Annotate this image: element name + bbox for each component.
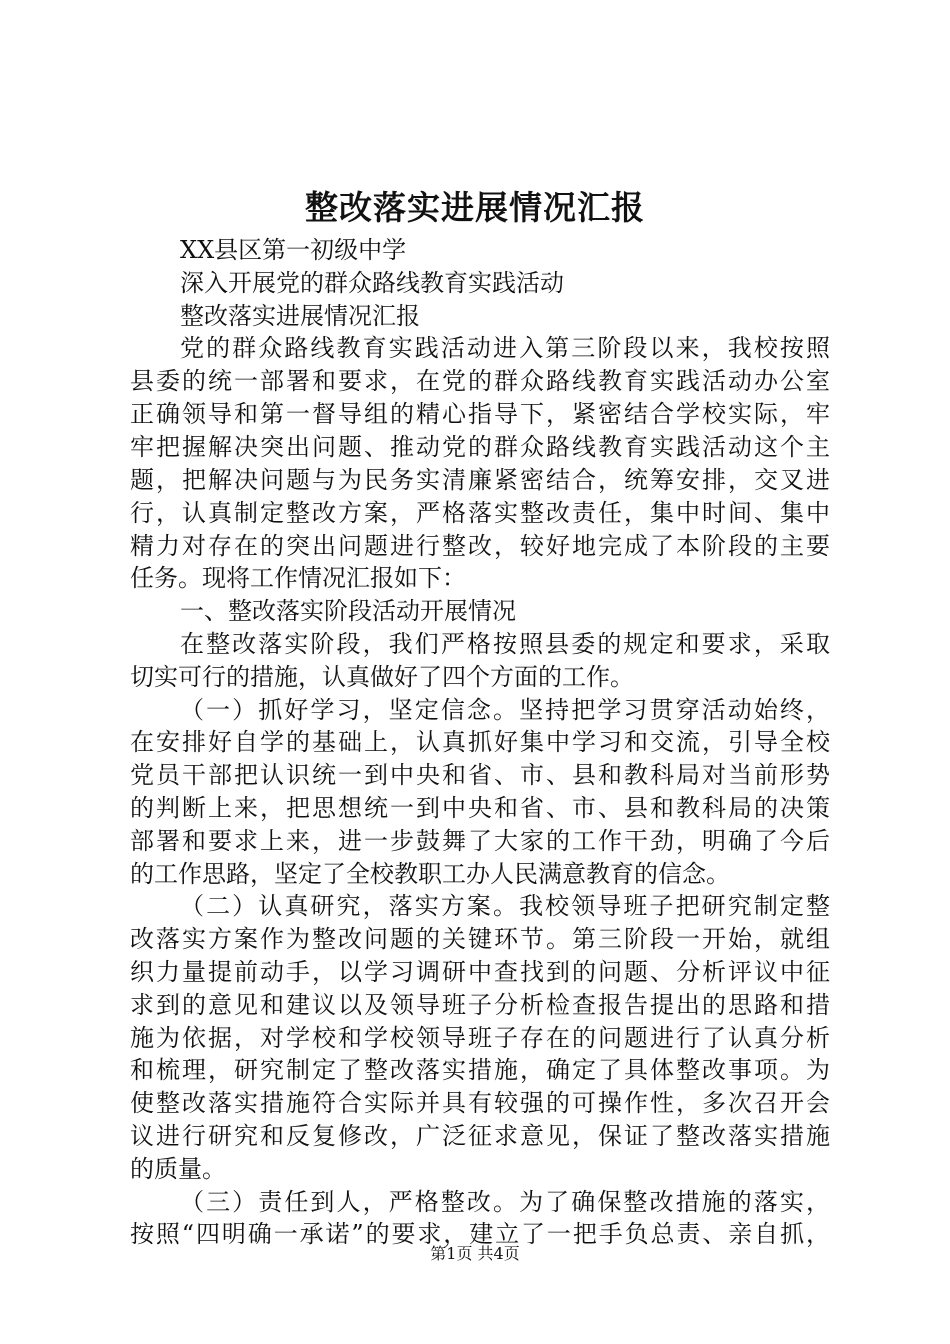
body-line: XX县区第一初级中学 [180,236,407,264]
body-line: 牢把握解决突出问题、推动党的群众路线教育实践活动这个主 [130,433,830,461]
body-line: 县委的统一部署和要求，在党的群众路线教育实践活动办公室 [130,367,830,395]
page-footer: 第1页 共4页 [430,1244,520,1263]
body-line: 议进行研究和反复修改，广泛征求意见，保证了整改落实措施 [130,1122,830,1150]
body-line: 精力对存在的突出问题进行整改，较好地完成了本阶段的主要 [130,532,830,560]
body-line: 切实可行的措施，认真做好了四个方面的工作。 [130,663,634,691]
body-line: 部署和要求上来，进一步鼓舞了大家的工作干劲，明确了今后 [130,827,830,855]
body-line: 在整改落实阶段，我们严格按照县委的规定和要求，采取 [180,630,830,658]
body-line: 的质量。 [130,1155,226,1183]
body-line: 的工作思路，坚定了全校教职工办人民满意教育的信念。 [130,860,730,888]
body-line: 深入开展党的群众路线教育实践活动 [180,269,564,297]
body-line: 的判断上来，把思想统一到中央和省、市、县和教科局的决策 [130,794,830,822]
body-line: 题，把解决问题与为民务实清廉紧密结合，统筹安排，交叉进 [130,466,830,494]
body-line: 使整改落实措施符合实际并具有较强的可操作性，多次召开会 [130,1089,830,1117]
body-line: 党的群众路线教育实践活动进入第三阶段以来，我校按照 [180,334,830,362]
body-line: 和梳理，研究制定了整改落实措施，确定了具体整改事项。为 [130,1056,830,1084]
body-line: 一、整改落实阶段活动开展情况 [180,597,516,625]
body-line: 整改落实进展情况汇报 [180,302,420,330]
body-line: 正确领导和第一督导组的精心指导下，紧密结合学校实际，牢 [130,400,830,428]
body-line: 改落实方案作为整改问题的关键环节。第三阶段一开始，就组 [130,925,830,953]
body-line: 在安排好自学的基础上，认真抓好集中学习和交流，引导全校 [130,728,830,756]
body-line: 行，认真制定整改方案，严格落实整改责任，集中时间、集中 [130,499,830,527]
body-line: 任务。现将工作情况汇报如下： [130,564,466,592]
body-line: 织力量提前动手，以学习调研中查找到的问题、分析评议中征 [130,958,830,986]
body-line: （二）认真研究，落实方案。我校领导班子把研究制定整 [180,892,830,920]
body-line: （三）责任到人，严格整改。为了确保整改措施的落实， [180,1188,830,1216]
body-line: 按照“四明确一承诺”的要求，建立了一把手负总责、亲自抓， [130,1220,830,1248]
body-line: 施为依据，对学校和学校领导班子存在的问题进行了认真分析 [130,1024,830,1052]
body-line: 党员干部把认识统一到中央和省、市、县和教科局对当前形势 [130,761,830,789]
body-line: （一）抓好学习，坚定信念。坚持把学习贯穿活动始终， [180,696,830,724]
document-title: 整改落实进展情况汇报 [305,188,645,227]
body-line: 求到的意见和建议以及领导班子分析检查报告提出的思路和措 [130,991,830,1019]
